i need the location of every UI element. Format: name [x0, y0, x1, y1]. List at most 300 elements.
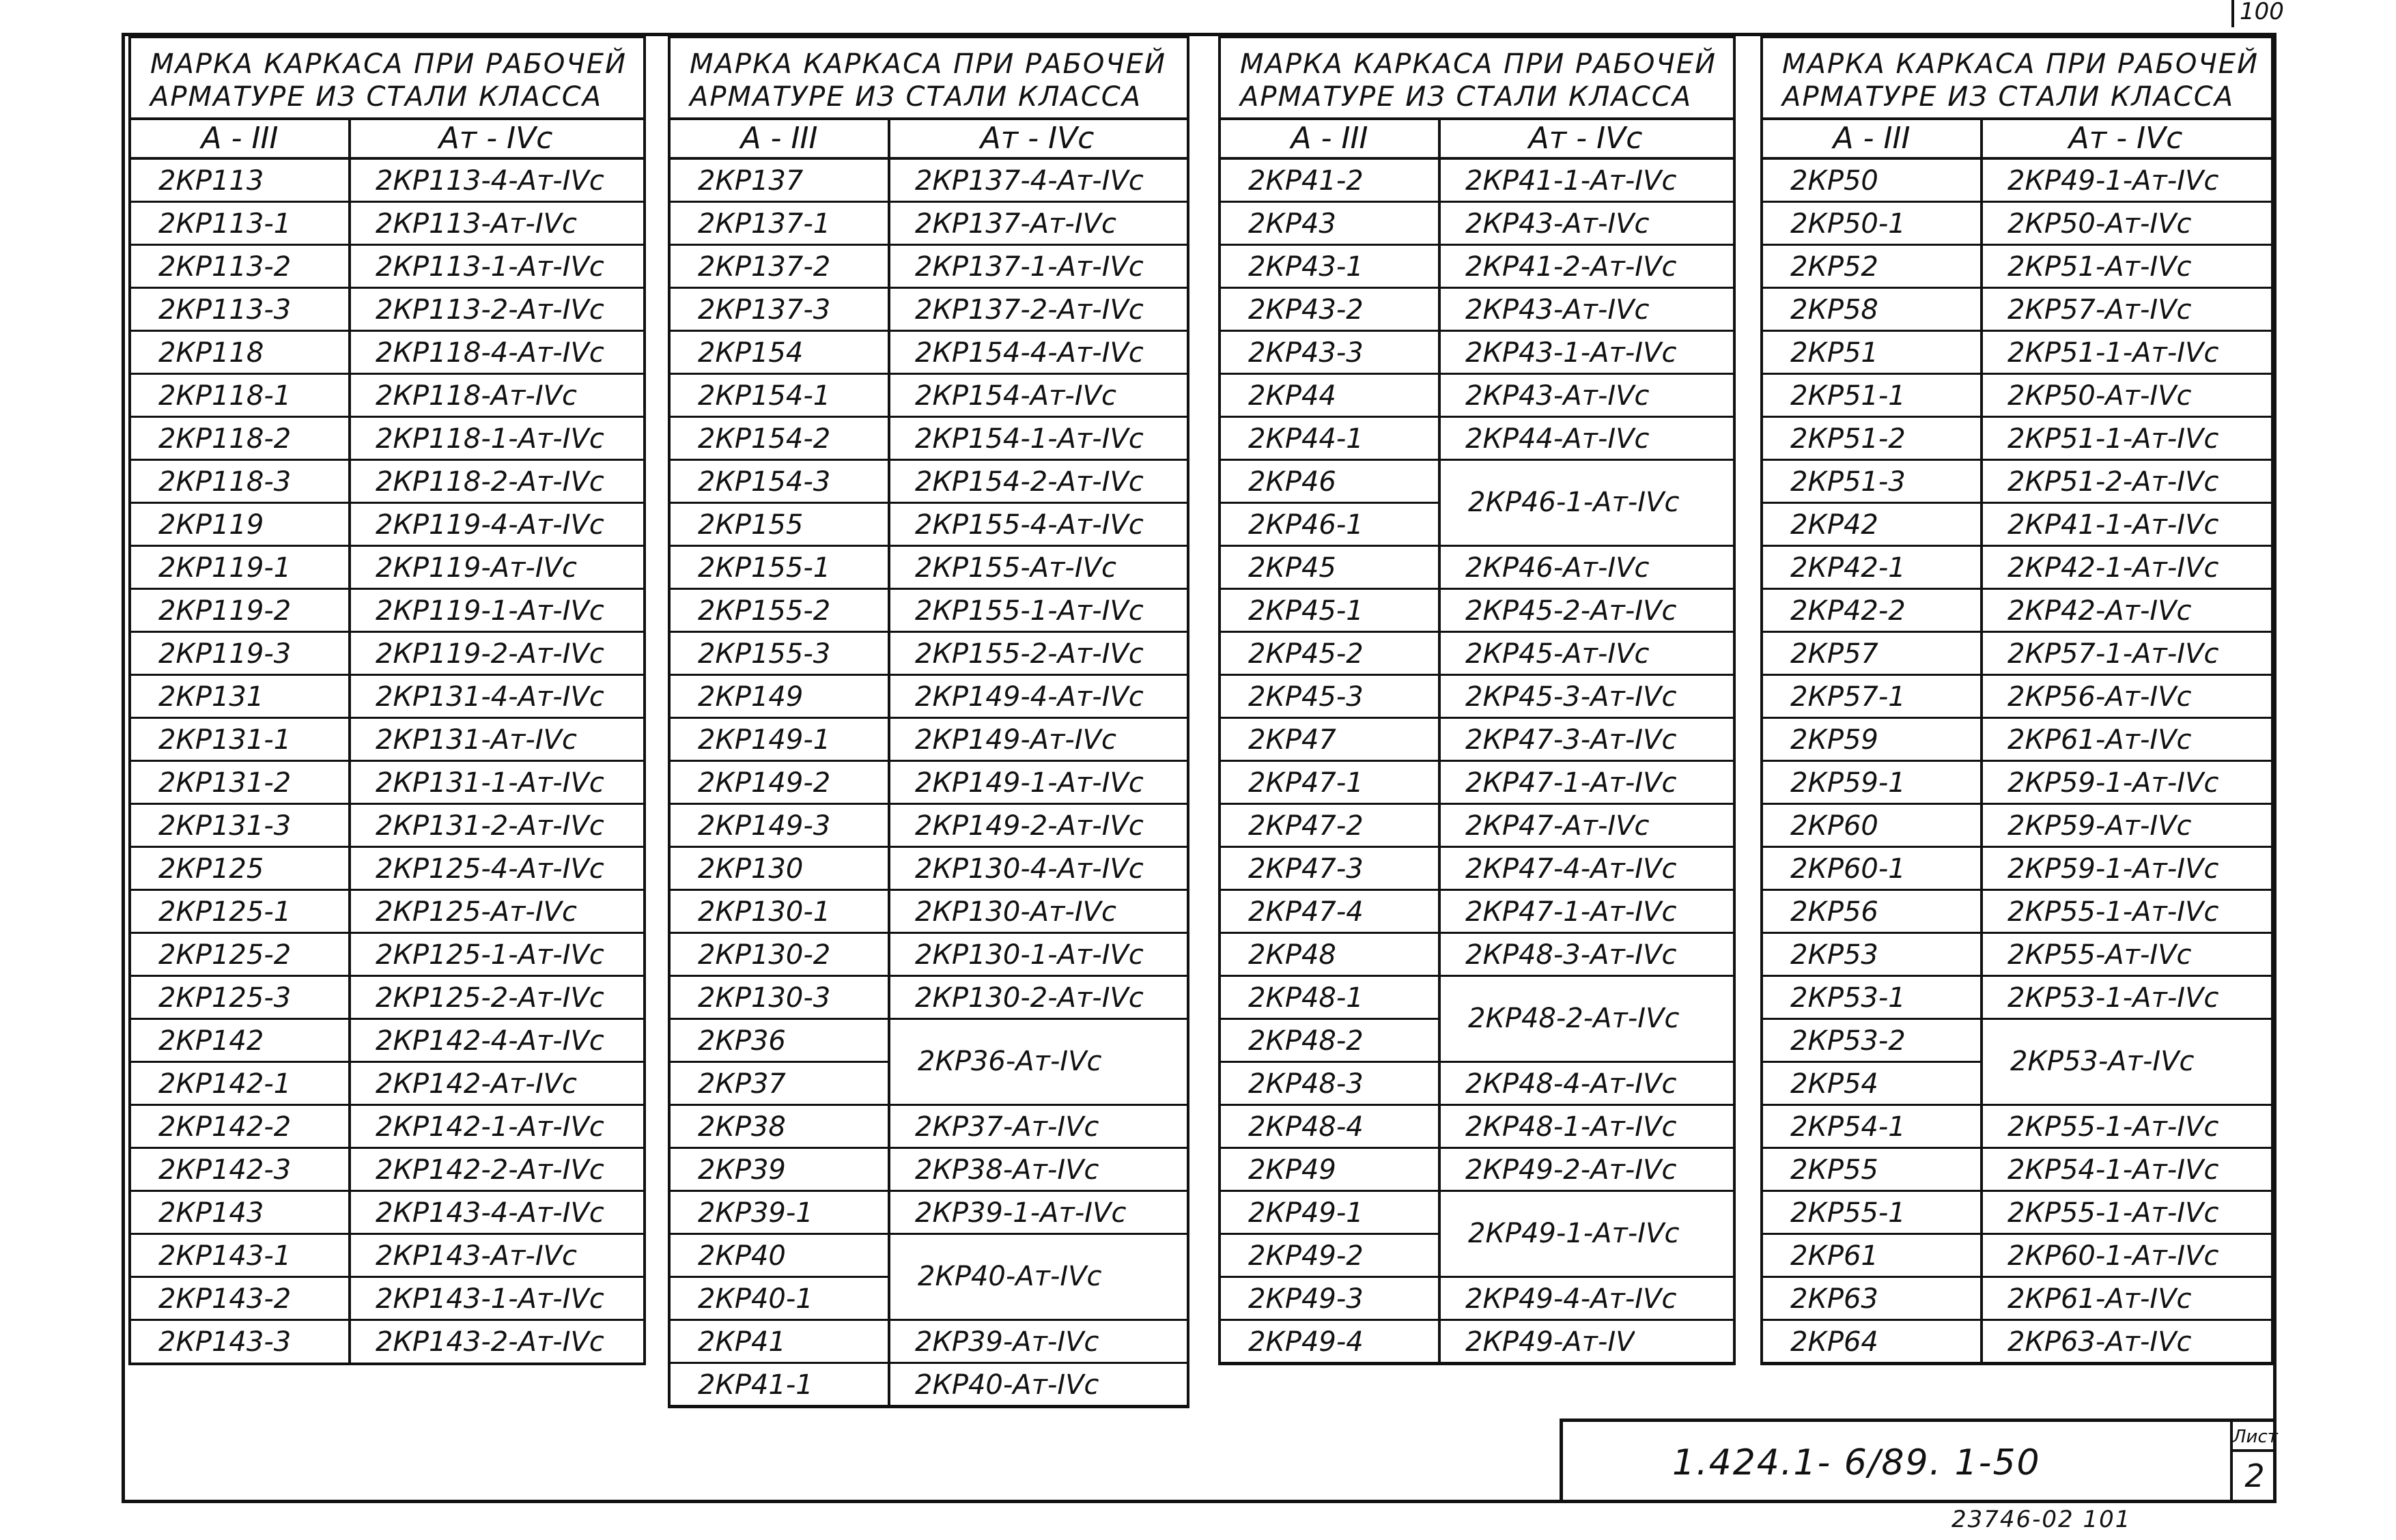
- cell-mark-at4c: 2КР45-2-Ат-IVс: [1465, 595, 1677, 627]
- cell-mark-at4c: 2КР47-Ат-IVс: [1465, 810, 1650, 842]
- table-row: [131, 203, 643, 246]
- cell-mark-a3: 2КР44-1: [1248, 423, 1364, 455]
- table-row: [1763, 1235, 2271, 1278]
- table-row: [1763, 461, 2271, 504]
- cell-mark-a3: 2КР118-2: [158, 423, 292, 455]
- cell-mark-a3: 2КР59-1: [1790, 767, 1906, 799]
- cell-mark-a3: 2КР60: [1790, 810, 1878, 842]
- cell-mark-at4c: 2КР55-1-Ат-IVс: [2007, 1197, 2219, 1229]
- table-row: [1221, 676, 1733, 719]
- table-row: [671, 1149, 1187, 1192]
- table-header: МАРКА КАРКАСА ПРИ РАБОЧЕЙ АРМАТУРЕ ИЗ СТАЛИ КЛАССА: [1763, 38, 2271, 120]
- cell-mark-a3: 2КР44: [1248, 380, 1336, 412]
- cell-mark-at4c: 2КР47-4-Ат-IVс: [1465, 853, 1677, 885]
- column-headers: [131, 120, 643, 160]
- table-row: [1221, 160, 1733, 203]
- table-row: [131, 848, 643, 891]
- table-row: [671, 1321, 1187, 1364]
- cell-mark-at4c: 2КР43-Ат-IVс: [1465, 294, 1650, 326]
- cell-mark-a3: 2КР125-2: [158, 939, 292, 971]
- cell-mark-a3: 2КР48-2: [1248, 1025, 1364, 1057]
- table-row: [1763, 934, 2271, 977]
- table-row: [131, 160, 643, 203]
- footer-number: 23746-02 101: [1951, 1506, 2132, 1533]
- cell-mark-at4c: 2КР149-1-Ат-IVс: [915, 767, 1144, 799]
- cell-mark-at4c: 2КР131-Ат-IVс: [376, 724, 577, 756]
- table-row: [671, 160, 1187, 203]
- cell-mark-at4c: 2КР155-2-Ат-IVс: [915, 638, 1144, 670]
- cell-mark-a3: 2КР131-1: [158, 724, 292, 756]
- cell-mark-at4c: 2КР113-Ат-IVс: [376, 208, 577, 240]
- table-row: [1763, 375, 2271, 418]
- table-row: [671, 1106, 1187, 1149]
- cell-mark-a3: 2КР43-1: [1248, 251, 1364, 283]
- sheet-label: Лист: [2233, 1422, 2277, 1452]
- cell-mark-a3: 2КР131-2: [158, 767, 292, 799]
- cell-mark-a3: 2КР63: [1790, 1283, 1878, 1315]
- cell-mark-at4c: 2КР45-Ат-IVс: [1465, 638, 1650, 670]
- cell-mark-a3: 2КР51-2: [1790, 423, 1906, 455]
- table-row: [131, 805, 643, 848]
- cell-mark-at4c: 2КР130-1-Ат-IVс: [915, 939, 1144, 971]
- cell-mark-at4c: 2КР43-1-Ат-IVс: [1465, 337, 1677, 369]
- cell-mark-a3: 2КР155-1: [698, 552, 831, 584]
- mark-table-2: [668, 35, 1189, 1408]
- cell-mark-a3: 2КР49-3: [1248, 1283, 1364, 1315]
- cell-mark-a3: 2КР53: [1790, 939, 1878, 971]
- table-row: [1763, 719, 2271, 762]
- title-block: [1560, 1418, 2277, 1503]
- column-header-at4c: Ат - IVс: [1528, 121, 1643, 156]
- cell-mark-at4c: 2КР131-4-Ат-IVс: [376, 681, 604, 713]
- table-row: [1763, 1106, 2271, 1149]
- column-headers: [1221, 120, 1733, 160]
- cell-mark-a3: 2КР57: [1790, 638, 1878, 670]
- cell-mark-at4c: 2КР42-1-Ат-IVс: [2007, 552, 2219, 584]
- cell-mark-a3: 2КР130: [698, 853, 804, 885]
- cell-mark-a3: 2КР60-1: [1790, 853, 1906, 885]
- cell-mark-a3: 2КР52: [1790, 251, 1878, 283]
- cell-mark-at4c: 2КР118-4-Ат-IVс: [376, 337, 604, 369]
- table-row: [671, 418, 1187, 461]
- cell-mark-at4c: 2КР51-Ат-IVс: [2007, 251, 2192, 283]
- cell-mark-a3: 2КР42: [1790, 509, 1878, 541]
- cell-mark-at4c: 2КР113-1-Ат-IVс: [376, 251, 604, 283]
- cell-mark-a3: 2КР142-2: [158, 1111, 292, 1143]
- column-headers: [1763, 120, 2271, 160]
- cell-mark-a3: 2КР137: [698, 165, 804, 197]
- table-row: [1221, 418, 1733, 461]
- cell-mark-at4c: 2КР125-2-Ат-IVс: [376, 982, 604, 1014]
- column-header-a3: А - III: [201, 121, 279, 156]
- cell-mark-at4c: 2КР40-Ат-IVс: [915, 1369, 1099, 1401]
- table-row: [671, 246, 1187, 289]
- table-row: [671, 332, 1187, 375]
- cell-mark-at4c: 2КР47-1-Ат-IVс: [1465, 896, 1677, 928]
- cell-mark-a3: 2КР42-2: [1790, 595, 1906, 627]
- sheet-number: 2: [2244, 1457, 2265, 1494]
- cell-mark-at4c: 2КР48-1-Ат-IVс: [1465, 1111, 1677, 1143]
- table-row: [1221, 1149, 1733, 1192]
- column-header-a3: А - III: [740, 121, 818, 156]
- cell-mark-at4c: 2КР155-1-Ат-IVс: [915, 595, 1144, 627]
- cell-mark-a3: 2КР154-3: [698, 466, 831, 498]
- table-row: [1221, 246, 1733, 289]
- table-row: [131, 1321, 643, 1364]
- cell-mark-a3: 2КР47-4: [1248, 896, 1364, 928]
- cell-mark-at4c: 2КР37-Ат-IVс: [915, 1111, 1099, 1143]
- cell-mark-at4c: 2КР55-1-Ат-IVс: [2007, 896, 2219, 928]
- table-row: [1221, 762, 1733, 805]
- table-row: [671, 633, 1187, 676]
- cell-mark-a3: 2КР43-2: [1248, 294, 1364, 326]
- cell-mark-at4c: 2КР130-Ат-IVс: [915, 896, 1116, 928]
- table-header: МАРКА КАРКАСА ПРИ РАБОЧЕЙ АРМАТУРЕ ИЗ СТАЛИ КЛАССА: [1221, 38, 1733, 120]
- cell-mark-at4c: 2КР118-2-Ат-IVс: [376, 466, 604, 498]
- cell-mark-a3: 2КР64: [1790, 1326, 1878, 1358]
- table-row: [1763, 633, 2271, 676]
- table-row: [131, 418, 643, 461]
- table-row: [1221, 633, 1733, 676]
- cell-mark-a3: 2КР119-2: [158, 595, 292, 627]
- table-row: [1221, 375, 1733, 418]
- table-row: [131, 1020, 643, 1063]
- cell-mark-a3: 2КР143-3: [158, 1326, 292, 1358]
- cell-mark-at4c: 2КР154-2-Ат-IVс: [915, 466, 1144, 498]
- cell-mark-at4c: 2КР55-Ат-IVс: [2007, 939, 2192, 971]
- cell-mark-at4c: 2КР57-1-Ат-IVс: [2007, 638, 2219, 670]
- cell-mark-a3: 2КР49-4: [1248, 1326, 1364, 1358]
- cell-mark-a3: 2КР48-3: [1248, 1068, 1364, 1100]
- merged-cell-mark-at4c: 2КР46-1-Ат-IVс: [1441, 461, 1733, 545]
- cell-mark-a3: 2КР125: [158, 853, 264, 885]
- table-row: [131, 332, 643, 375]
- cell-mark-a3: 2КР41: [698, 1326, 786, 1358]
- cell-mark-at4c: 2КР118-Ат-IVс: [376, 380, 577, 412]
- table-row: [671, 289, 1187, 332]
- cell-mark-a3: 2КР55-1: [1790, 1197, 1906, 1229]
- table-row: [1763, 418, 2271, 461]
- table-row: [671, 590, 1187, 633]
- cell-mark-a3: 2КР55: [1790, 1154, 1878, 1186]
- cell-mark-a3: 2КР50: [1790, 165, 1878, 197]
- cell-mark-at4c: 2КР41-1-Ат-IVс: [2007, 509, 2219, 541]
- table-row: [671, 934, 1187, 977]
- cell-mark-at4c: 2КР154-4-Ат-IVс: [915, 337, 1144, 369]
- cell-mark-a3: 2КР155-2: [698, 595, 831, 627]
- table-row: [671, 203, 1187, 246]
- cell-mark-a3: 2КР51: [1790, 337, 1878, 369]
- cell-mark-at4c: 2КР119-4-Ат-IVс: [376, 509, 604, 541]
- table-row: [131, 1235, 643, 1278]
- cell-mark-at4c: 2КР49-2-Ат-IVс: [1465, 1154, 1677, 1186]
- table-row: [1221, 1106, 1733, 1149]
- table-row: [1763, 590, 2271, 633]
- cell-mark-a3: 2КР50-1: [1790, 208, 1906, 240]
- cell-mark-a3: 2КР51-3: [1790, 466, 1906, 498]
- cell-mark-at4c: 2КР39-1-Ат-IVс: [915, 1197, 1127, 1229]
- table-row: [131, 1106, 643, 1149]
- table-row: [1221, 1321, 1733, 1364]
- cell-mark-at4c: 2КР61-Ат-IVс: [2007, 1283, 2192, 1315]
- cell-mark-a3: 2КР53-1: [1790, 982, 1906, 1014]
- cell-mark-a3: 2КР130-2: [698, 939, 831, 971]
- cell-mark-a3: 2КР113: [158, 165, 264, 197]
- cell-mark-at4c: 2КР149-2-Ат-IVс: [915, 810, 1144, 842]
- cell-mark-a3: 2КР53-2: [1790, 1025, 1906, 1057]
- table-header: МАРКА КАРКАСА ПРИ РАБОЧЕЙ АРМАТУРЕ ИЗ СТАЛИ КЛАССА: [131, 38, 643, 120]
- table-row: [1763, 977, 2271, 1020]
- cell-mark-at4c: 2КР149-Ат-IVс: [915, 724, 1116, 756]
- table-row: [131, 547, 643, 590]
- cell-mark-at4c: 2КР57-Ат-IVс: [2007, 294, 2192, 326]
- table-row: [1221, 719, 1733, 762]
- table-row: [1221, 1063, 1733, 1106]
- cell-mark-at4c: 2КР119-2-Ат-IVс: [376, 638, 604, 670]
- cell-mark-at4c: 2КР113-4-Ат-IVс: [376, 165, 604, 197]
- table-row: [1763, 1149, 2271, 1192]
- cell-mark-at4c: 2КР47-1-Ат-IVс: [1465, 767, 1677, 799]
- document-code: 1.424.1- 6/89. 1-50: [1672, 1442, 2041, 1483]
- cell-mark-a3: 2КР40: [698, 1240, 786, 1272]
- column-header-a3: А - III: [1291, 121, 1368, 156]
- cell-mark-a3: 2КР37: [698, 1068, 786, 1100]
- table-row: [671, 762, 1187, 805]
- table-row: [1221, 891, 1733, 934]
- cell-mark-at4c: 2КР125-1-Ат-IVс: [376, 939, 604, 971]
- cell-mark-at4c: 2КР50-Ат-IVс: [2007, 208, 2192, 240]
- cell-mark-at4c: 2КР39-Ат-IVс: [915, 1326, 1099, 1358]
- cell-mark-a3: 2КР40-1: [698, 1283, 813, 1315]
- cell-mark-at4c: 2КР49-1-Ат-IVс: [2007, 165, 2219, 197]
- cell-mark-at4c: 2КР143-Ат-IVс: [376, 1240, 577, 1272]
- cell-mark-a3: 2КР42-1: [1790, 552, 1906, 584]
- table-row: [671, 805, 1187, 848]
- column-header-at4c: Ат - IVс: [2068, 121, 2183, 156]
- cell-mark-at4c: 2КР119-1-Ат-IVс: [376, 595, 604, 627]
- cell-mark-a3: 2КР154-2: [698, 423, 831, 455]
- mark-table-3: [1218, 35, 1736, 1365]
- cell-mark-a3: 2КР45-2: [1248, 638, 1364, 670]
- cell-mark-at4c: 2КР44-Ат-IVс: [1465, 423, 1650, 455]
- cell-mark-at4c: 2КР130-2-Ат-IVс: [915, 982, 1144, 1014]
- cell-mark-at4c: 2КР60-1-Ат-IVс: [2007, 1240, 2219, 1272]
- cell-mark-a3: 2КР46-1: [1248, 509, 1364, 541]
- table-row: [131, 461, 643, 504]
- table-row: [1763, 203, 2271, 246]
- table-row: [1221, 332, 1733, 375]
- table-row: [131, 1192, 643, 1235]
- cell-mark-at4c: 2КР137-4-Ат-IVс: [915, 165, 1144, 197]
- cell-mark-at4c: 2КР137-2-Ат-IVс: [915, 294, 1144, 326]
- table-row: [1221, 934, 1733, 977]
- cell-mark-a3: 2КР58: [1790, 294, 1878, 326]
- cell-mark-at4c: 2КР61-Ат-IVс: [2007, 724, 2192, 756]
- cell-mark-a3: 2КР48-1: [1248, 982, 1364, 1014]
- table-row: [131, 246, 643, 289]
- cell-mark-at4c: 2КР48-3-Ат-IVс: [1465, 939, 1677, 971]
- cell-mark-at4c: 2КР50-Ат-IVс: [2007, 380, 2192, 412]
- table-header: МАРКА КАРКАСА ПРИ РАБОЧЕЙ АРМАТУРЕ ИЗ СТАЛИ КЛАССА: [671, 38, 1187, 120]
- table-row: [1763, 805, 2271, 848]
- table-row: [1221, 547, 1733, 590]
- cell-mark-a3: 2КР118: [158, 337, 264, 369]
- cell-mark-a3: 2КР54: [1790, 1068, 1878, 1100]
- cell-mark-at4c: 2КР51-1-Ат-IVс: [2007, 337, 2219, 369]
- merged-cell-mark-at4c: 2КР53-Ат-IVс: [1983, 1020, 2271, 1104]
- cell-mark-a3: 2КР45: [1248, 552, 1336, 584]
- cell-mark-at4c: 2КР113-2-Ат-IVс: [376, 294, 604, 326]
- cell-mark-a3: 2КР118-1: [158, 380, 292, 412]
- cell-mark-a3: 2КР49: [1248, 1154, 1336, 1186]
- table-row: [1763, 1278, 2271, 1321]
- table-row: [131, 590, 643, 633]
- cell-mark-a3: 2КР47-1: [1248, 767, 1364, 799]
- cell-mark-a3: 2КР43: [1248, 208, 1336, 240]
- cell-mark-at4c: 2КР38-Ат-IVс: [915, 1154, 1099, 1186]
- table-row: [1763, 547, 2271, 590]
- cell-mark-a3: 2КР113-1: [158, 208, 292, 240]
- cell-mark-a3: 2КР131: [158, 681, 264, 713]
- cell-mark-a3: 2КР54-1: [1790, 1111, 1906, 1143]
- cell-mark-a3: 2КР39-1: [698, 1197, 813, 1229]
- table-row: [1763, 762, 2271, 805]
- cell-mark-at4c: 2КР42-Ат-IVс: [2007, 595, 2192, 627]
- column-header-at4c: Ат - IVс: [438, 121, 553, 156]
- table-row: [131, 891, 643, 934]
- cell-mark-a3: 2КР142-1: [158, 1068, 292, 1100]
- cell-mark-at4c: 2КР119-Ат-IVс: [376, 552, 577, 584]
- table-row: [131, 762, 643, 805]
- mark-table-4: [1760, 35, 2274, 1365]
- cell-mark-at4c: 2КР41-1-Ат-IVс: [1465, 165, 1677, 197]
- table-row: [671, 461, 1187, 504]
- cell-mark-at4c: 2КР130-4-Ат-IVс: [915, 853, 1144, 885]
- cell-mark-a3: 2КР130-1: [698, 896, 831, 928]
- table-row: [671, 375, 1187, 418]
- table-row: [131, 934, 643, 977]
- cell-mark-at4c: 2КР143-1-Ат-IVс: [376, 1283, 604, 1315]
- cell-mark-at4c: 2КР118-1-Ат-IVс: [376, 423, 604, 455]
- cell-mark-at4c: 2КР47-3-Ат-IVс: [1465, 724, 1677, 756]
- cell-mark-at4c: 2КР137-Ат-IVс: [915, 208, 1116, 240]
- cell-mark-a3: 2КР155-3: [698, 638, 831, 670]
- table-row: [671, 676, 1187, 719]
- cell-mark-a3: 2КР48: [1248, 939, 1336, 971]
- cell-mark-a3: 2КР119-3: [158, 638, 292, 670]
- cell-mark-a3: 2КР154-1: [698, 380, 831, 412]
- cell-mark-at4c: 2КР143-2-Ат-IVс: [376, 1326, 604, 1358]
- cell-mark-at4c: 2КР53-1-Ат-IVс: [2007, 982, 2219, 1014]
- cell-mark-a3: 2КР125-3: [158, 982, 292, 1014]
- cell-mark-a3: 2КР131-3: [158, 810, 292, 842]
- cell-mark-a3: 2КР118-3: [158, 466, 292, 498]
- sheet-box: [2230, 1422, 2277, 1503]
- table-row: [1763, 289, 2271, 332]
- cell-mark-a3: 2КР45-3: [1248, 681, 1364, 713]
- table-row: [671, 848, 1187, 891]
- cell-mark-a3: 2КР142-3: [158, 1154, 292, 1186]
- cell-mark-a3: 2КР49-1: [1248, 1197, 1364, 1229]
- cell-mark-a3: 2КР125-1: [158, 896, 292, 928]
- cell-mark-at4c: 2КР125-4-Ат-IVс: [376, 853, 604, 885]
- table-row: [671, 1192, 1187, 1235]
- table-row: [131, 1278, 643, 1321]
- table-row: [1221, 805, 1733, 848]
- table-row: [1763, 1192, 2271, 1235]
- cell-mark-at4c: 2КР56-Ат-IVс: [2007, 681, 2192, 713]
- table-row: [1763, 676, 2271, 719]
- table-row: [1763, 332, 2271, 375]
- cell-mark-a3: 2КР43-3: [1248, 337, 1364, 369]
- cell-mark-a3: 2КР119: [158, 509, 264, 541]
- table-row: [1763, 891, 2271, 934]
- table-row: [1221, 289, 1733, 332]
- column-header-a3: А - III: [1833, 121, 1911, 156]
- cell-mark-a3: 2КР49-2: [1248, 1240, 1364, 1272]
- cell-mark-a3: 2КР57-1: [1790, 681, 1906, 713]
- cell-mark-at4c: 2КР43-Ат-IVс: [1465, 208, 1650, 240]
- merged-cell-mark-at4c: 2КР36-Ат-IVс: [890, 1020, 1187, 1104]
- cell-mark-at4c: 2КР51-1-Ат-IVс: [2007, 423, 2219, 455]
- page-number: 100: [2231, 0, 2284, 27]
- cell-mark-a3: 2КР137-1: [698, 208, 831, 240]
- cell-mark-a3: 2КР142: [158, 1025, 264, 1057]
- table-row: [131, 289, 643, 332]
- cell-mark-a3: 2КР143-1: [158, 1240, 292, 1272]
- cell-mark-a3: 2КР39: [698, 1154, 786, 1186]
- table-row: [131, 633, 643, 676]
- cell-mark-at4c: 2КР59-1-Ат-IVс: [2007, 853, 2219, 885]
- cell-mark-a3: 2КР155: [698, 509, 804, 541]
- cell-mark-at4c: 2КР143-4-Ат-IVс: [376, 1197, 604, 1229]
- cell-mark-a3: 2КР47-3: [1248, 853, 1364, 885]
- cell-mark-a3: 2КР149-2: [698, 767, 831, 799]
- cell-mark-a3: 2КР41-2: [1248, 165, 1364, 197]
- cell-mark-at4c: 2КР63-Ат-IVс: [2007, 1326, 2192, 1358]
- cell-mark-a3: 2КР149-1: [698, 724, 831, 756]
- cell-mark-at4c: 2КР59-1-Ат-IVс: [2007, 767, 2219, 799]
- cell-mark-a3: 2КР56: [1790, 896, 1878, 928]
- cell-mark-a3: 2КР41-1: [698, 1369, 813, 1401]
- column-header-at4c: Ат - IVс: [980, 121, 1095, 156]
- column-headers: [671, 120, 1187, 160]
- cell-mark-at4c: 2КР154-Ат-IVс: [915, 380, 1116, 412]
- cell-mark-at4c: 2КР45-3-Ат-IVс: [1465, 681, 1677, 713]
- cell-mark-at4c: 2КР43-Ат-IVс: [1465, 380, 1650, 412]
- table-row: [131, 504, 643, 547]
- cell-mark-a3: 2КР51-1: [1790, 380, 1906, 412]
- cell-mark-a3: 2КР154: [698, 337, 804, 369]
- cell-mark-a3: 2КР61: [1790, 1240, 1878, 1272]
- cell-mark-at4c: 2КР142-4-Ат-IVс: [376, 1025, 604, 1057]
- table-row: [671, 1364, 1187, 1407]
- cell-mark-a3: 2КР47-2: [1248, 810, 1364, 842]
- cell-mark-a3: 2КР36: [698, 1025, 786, 1057]
- cell-mark-a3: 2КР113-2: [158, 251, 292, 283]
- table-row: [671, 977, 1187, 1020]
- table-row: [1221, 590, 1733, 633]
- cell-mark-a3: 2КР46: [1248, 466, 1336, 498]
- cell-mark-at4c: 2КР55-1-Ат-IVс: [2007, 1111, 2219, 1143]
- merged-cell-mark-at4c: 2КР48-2-Ат-IVс: [1441, 977, 1733, 1061]
- cell-mark-a3: 2КР137-2: [698, 251, 831, 283]
- cell-mark-a3: 2КР143: [158, 1197, 264, 1229]
- cell-mark-a3: 2КР48-4: [1248, 1111, 1364, 1143]
- table-row: [131, 375, 643, 418]
- cell-mark-at4c: 2КР48-4-Ат-IVс: [1465, 1068, 1677, 1100]
- table-row: [671, 719, 1187, 762]
